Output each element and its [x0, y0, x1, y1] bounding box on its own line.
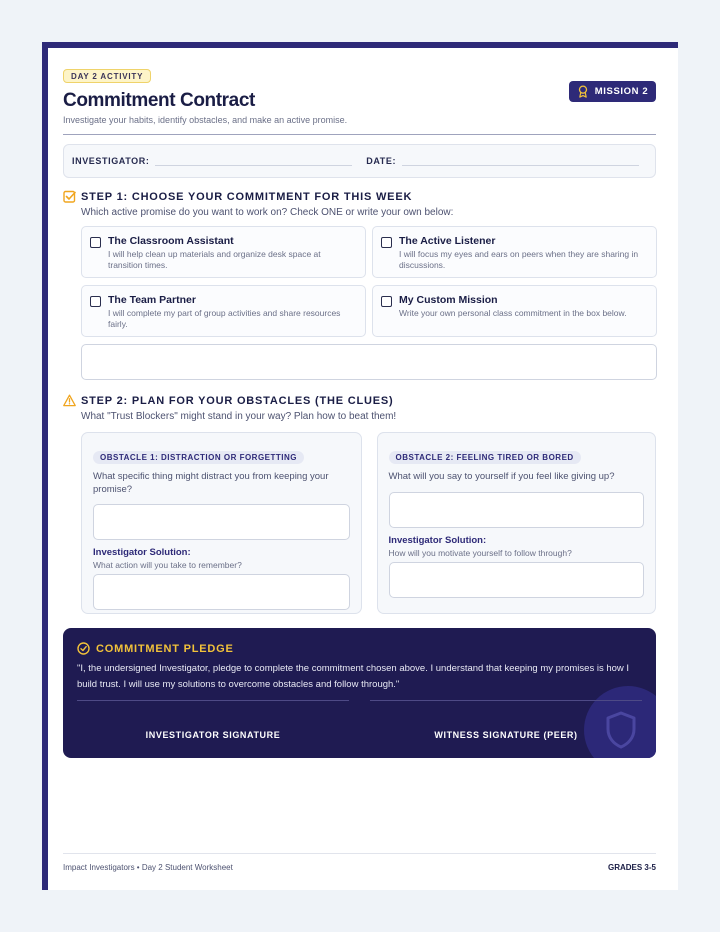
witness-signature[interactable] — [370, 700, 642, 740]
obstacle-question: What will you say to yourself if you feel like giving up? — [388, 471, 615, 482]
option-name: The Active Listener — [399, 235, 496, 247]
solution-question: How will you motivate yourself to follow through? — [388, 547, 572, 558]
pledge-header — [77, 642, 642, 655]
signature-label: INVESTIGATOR SIGNATURE — [145, 730, 281, 740]
signature-line — [77, 700, 349, 701]
investigator-name-field[interactable] — [155, 165, 352, 166]
obstacle-tag: OBSTACLE 1: DISTRACTION OR FORGETTING — [93, 451, 304, 464]
mission-badge — [569, 81, 656, 102]
obstacle-question: What specific thing might distract you from keeping your promise? — [93, 471, 329, 495]
step2-title: STEP 2: PLAN FOR YOUR OBSTACLES (THE CLUES) — [81, 394, 394, 407]
solution-label: Investigator Solution: — [93, 547, 191, 558]
step1-header — [63, 190, 656, 203]
footer-left: Impact Investigators • Day 2 Student Worksheet — [63, 863, 233, 872]
commitment-pledge — [63, 628, 656, 758]
obstacle-answer-input[interactable] — [389, 492, 645, 528]
obstacle-tag: OBSTACLE 2: FEELING TIRED OR BORED — [389, 451, 581, 464]
option-custom-mission[interactable] — [372, 285, 657, 337]
title-divider — [63, 134, 656, 135]
obstacle-card-1 — [81, 432, 362, 614]
identity-box — [63, 144, 656, 178]
solution-question: What action will you take to remember? — [93, 560, 242, 570]
step1-subtitle: Which active promise do you want to work on? Check ONE or write your own below: — [81, 207, 454, 218]
pledge-title: COMMITMENT PLEDGE — [96, 642, 234, 655]
solution-answer-input[interactable] — [93, 574, 350, 610]
step2-section — [63, 394, 656, 614]
investigator-label: INVESTIGATOR: — [72, 156, 150, 166]
option-checkbox[interactable] — [381, 296, 392, 307]
step2-subtitle: What "Trust Blockers" might stand in your way? Plan how to beat them! — [81, 411, 397, 422]
signature-label: WITNESS SIGNATURE (PEER) — [434, 730, 578, 740]
check-circle-icon — [77, 642, 90, 655]
signature-line — [370, 700, 642, 701]
option-name: The Team Partner — [108, 294, 196, 306]
obstacle-card-2 — [377, 432, 657, 614]
worksheet-page — [42, 42, 678, 890]
option-team-partner[interactable] — [81, 285, 366, 337]
mission-badge-label: MISSION 2 — [594, 86, 649, 97]
page-title: Commitment Contract — [63, 90, 255, 111]
checkbox-checked-icon — [63, 190, 76, 203]
solution-answer-input[interactable] — [389, 562, 645, 598]
date-label: DATE: — [366, 156, 397, 166]
page-subtitle: Investigate your habits, identify obstacles, and make an active promise. — [63, 115, 348, 125]
page-footer — [63, 853, 656, 872]
option-name: My Custom Mission — [399, 294, 498, 306]
day-badge: DAY 2 ACTIVITY — [63, 69, 151, 83]
worksheet-content — [63, 66, 656, 758]
footer-grades: GRADES 3-5 — [607, 863, 656, 872]
date-field[interactable] — [402, 165, 639, 166]
option-name: The Classroom Assistant — [108, 235, 234, 247]
option-checkbox[interactable] — [90, 296, 101, 307]
obstacles-row — [81, 432, 656, 614]
option-desc: I will help clean up materials and organize desk space at transition times. — [108, 249, 321, 270]
option-checkbox[interactable] — [381, 237, 392, 248]
option-desc: Write your own personal class commitment in the box below. — [399, 308, 627, 318]
solution-label: Investigator Solution: — [388, 534, 487, 546]
pledge-text: "I, the undersigned Investigator, pledge to complete the commitment chosen above. I understand that keeping my promises is how I build trust. I will use my solutions to overcome obstacles and follow through." — [77, 663, 630, 690]
option-active-listener[interactable] — [372, 226, 657, 278]
commitment-options — [81, 226, 656, 337]
warning-triangle-icon — [63, 394, 76, 407]
investigator-signature[interactable] — [77, 700, 349, 740]
obstacle-answer-input[interactable] — [93, 504, 350, 540]
option-classroom-assistant[interactable] — [81, 226, 366, 278]
signature-row — [77, 700, 642, 740]
option-desc: I will complete my part of group activities and share resources fairly. — [108, 308, 341, 329]
step2-header — [63, 394, 656, 407]
custom-commitment-input[interactable] — [81, 344, 657, 380]
step1-title: STEP 1: CHOOSE YOUR COMMITMENT FOR THIS WEEK — [81, 190, 413, 203]
option-checkbox[interactable] — [90, 237, 101, 248]
award-icon — [577, 85, 589, 98]
step1-section — [63, 190, 656, 380]
option-desc: I will focus my eyes and ears on peers when they are sharing in discussions. — [399, 249, 639, 270]
